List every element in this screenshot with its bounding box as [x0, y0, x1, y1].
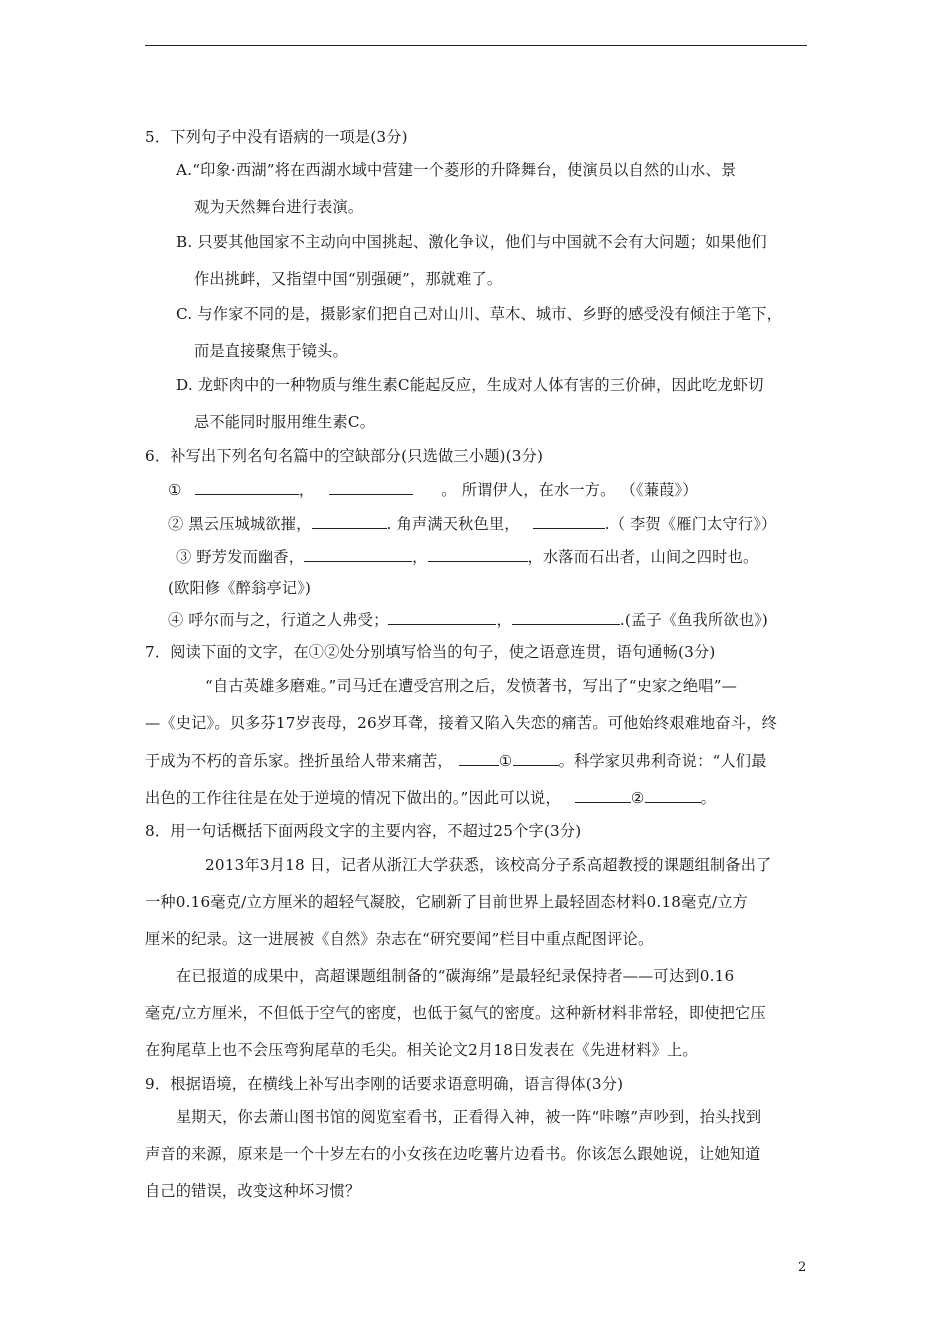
q7-blank-2-right[interactable] — [645, 787, 701, 803]
q6-item-1-tail: 。 所谓伊人，在水一方。 （《蒹葭》） — [441, 481, 698, 499]
q8-passage-line6: 在狗尾草上也不会压弯狗尾草的毛尖。相关论文2月18日发表在《先进材料》上。 — [145, 1041, 698, 1059]
q6-item-2-mid: . 角声满天秋色里， — [386, 515, 520, 533]
q6-item-4-blank-1[interactable] — [388, 609, 496, 625]
q6-item-1-blank-2[interactable] — [329, 479, 413, 495]
q5-option-a-line1: A.“印象·西湖”将在西湖水域中营建一个菱形的升降舞台，使演员以自然的山水、景 — [176, 161, 737, 179]
q7-line4-head: 出色的工作往往是在处于逆境的情况下做出的。”因此可以说， — [145, 789, 561, 807]
q8-passage-line3: 厘米的纪录。这一进展被《自然》杂志在“研究要闻”栏目中重点配图评论。 — [145, 930, 654, 948]
q6-item-3-tail: ，水落而石出者，山间之四时也。 — [527, 548, 759, 566]
header-rule — [145, 45, 807, 46]
q6-item-2-tail: .（ 李贺《雁门太守行》） — [604, 515, 777, 533]
q6-item-4-comma: ， — [496, 611, 512, 629]
q6-item-2-blank-1[interactable] — [312, 513, 387, 529]
q7-line4-tail: 。 — [700, 789, 717, 807]
q5-option-c-line2: 而是直接聚焦于镜头。 — [194, 342, 348, 360]
q7-line3-head: 于成为不朽的音乐家。挫折虽给人带来痛苦， — [145, 752, 453, 770]
q6-item-4-blank-2[interactable] — [512, 609, 620, 625]
q7-passage-line2: —《史记》。贝多芬17岁丧母，26岁耳聋，接着又陷入失恋的痛苦。可他始终艰难地奋斗，终 — [145, 714, 777, 732]
q5-option-b-line1: B. 只要其他国家不主动向中国挑起、激化争议，他们与中国就不会有大问题；如果他们 — [176, 233, 767, 251]
q5-option-b-line2: 作出挑衅，又指望中国“别强硬”，那就难了。 — [194, 270, 503, 288]
q6-item-1 — [168, 479, 698, 500]
q6-item-4-tail: .(孟子《鱼我所欲也》) — [619, 611, 769, 629]
q7-blank-1-right[interactable] — [513, 750, 559, 766]
q7-passage-line1: “自古英雄多磨难。”司马迁在遭受宫刑之后，发愤著书，写出了“史家之绝唱”— — [205, 677, 738, 695]
q7-blank-1-left[interactable] — [459, 750, 499, 766]
q6-item-3-source: (欧阳修《醉翁亭记》) — [168, 579, 312, 597]
q6-item-1-mark: ① — [168, 481, 182, 499]
q6-item-4-head: ④ 呼尔而与之，行道之人弗受； — [168, 611, 389, 629]
q9-passage-line3: 自己的错误，改变这种坏习惯？ — [145, 1182, 361, 1200]
q8-title: 8．用一句话概括下面两段文字的主要内容，不超过25个字(3分) — [145, 822, 582, 840]
q6-item-3-comma: ， — [412, 548, 428, 566]
page-number: 2 — [798, 1260, 807, 1275]
q5-option-a-line2: 观为天然舞台进行表演。 — [194, 198, 364, 216]
q6-title: 6．补写出下列名句名篇中的空缺部分(只选做三小题)(3分) — [145, 447, 544, 465]
q6-item-2-head: ② 黑云压城城欲摧， — [168, 515, 312, 533]
q7-passage-line3 — [145, 750, 767, 771]
q6-item-3-head: ③ 野芳发而幽香， — [176, 548, 305, 566]
q5-option-d-line2: 忌不能同时服用维生素C。 — [194, 413, 376, 431]
q6-item-4 — [168, 609, 768, 630]
q6-item-3-blank-2[interactable] — [428, 546, 528, 562]
q9-passage-line1: 星期天，你去萧山图书馆的阅览室看书，正看得入神，被一阵“咔嚓”声吵到，抬头找到 — [176, 1108, 762, 1126]
q9-title: 9．根据语境，在横线上补写出李刚的话要求语意明确，语言得体(3分) — [145, 1075, 624, 1093]
q6-item-1-comma: ， — [298, 481, 315, 499]
q9-passage-line2: 声音的来源，原来是一个十岁左右的小女孩在边吃薯片边看书。你该怎么跟她说，让她知道 — [145, 1145, 761, 1163]
q8-passage-line1: 2013年3月18 日，记者从浙江大学获悉，该校高分子系高超教授的课题组制备出了 — [205, 856, 772, 874]
q7-blank-1-mark: ① — [498, 752, 513, 770]
q8-passage-line5: 毫克/立方厘米，不但低于空气的密度，也低于氦气的密度。这种新材料非常轻，即使把它压 — [145, 1004, 766, 1022]
q7-blank-2-mark: ② — [630, 789, 645, 807]
q7-line3-tail: 。科学家贝弗利奇说：“人们最 — [558, 752, 767, 770]
q7-title: 7．阅读下面的文字，在①②处分别填写恰当的句子，使之语意连贯，语句通畅(3分) — [145, 643, 716, 661]
q6-item-2 — [168, 513, 776, 534]
q6-item-2-blank-2[interactable] — [533, 513, 605, 529]
q8-passage-line2: 一种0.16毫克/立方厘米的超轻气凝胶，它刷新了目前世界上最轻固态材料0.18毫克/立方 — [145, 893, 749, 911]
q7-passage-line4 — [145, 787, 716, 808]
q5-option-d-line1: D. 龙虾肉中的一种物质与维生素C能起反应，生成对人体有害的三价砷，因此吃龙虾切 — [176, 376, 764, 394]
q6-item-3-blank-1[interactable] — [304, 546, 412, 562]
q5-title: 5．下列句子中没有语病的一项是(3分) — [145, 128, 408, 146]
q6-item-1-blank-1[interactable] — [195, 479, 299, 495]
q6-item-3 — [176, 546, 758, 567]
q7-blank-2-left[interactable] — [575, 787, 631, 803]
q5-option-c-line1: C. 与作家不同的是，摄影家们把自己对山川、草木、城市、乡野的感受没有倾注于笔下， — [176, 305, 783, 323]
q8-passage-line4: 在已报道的成果中，高超课题组制备的“碳海绵”是最轻纪录保持者——可达到0.16 — [176, 967, 735, 985]
